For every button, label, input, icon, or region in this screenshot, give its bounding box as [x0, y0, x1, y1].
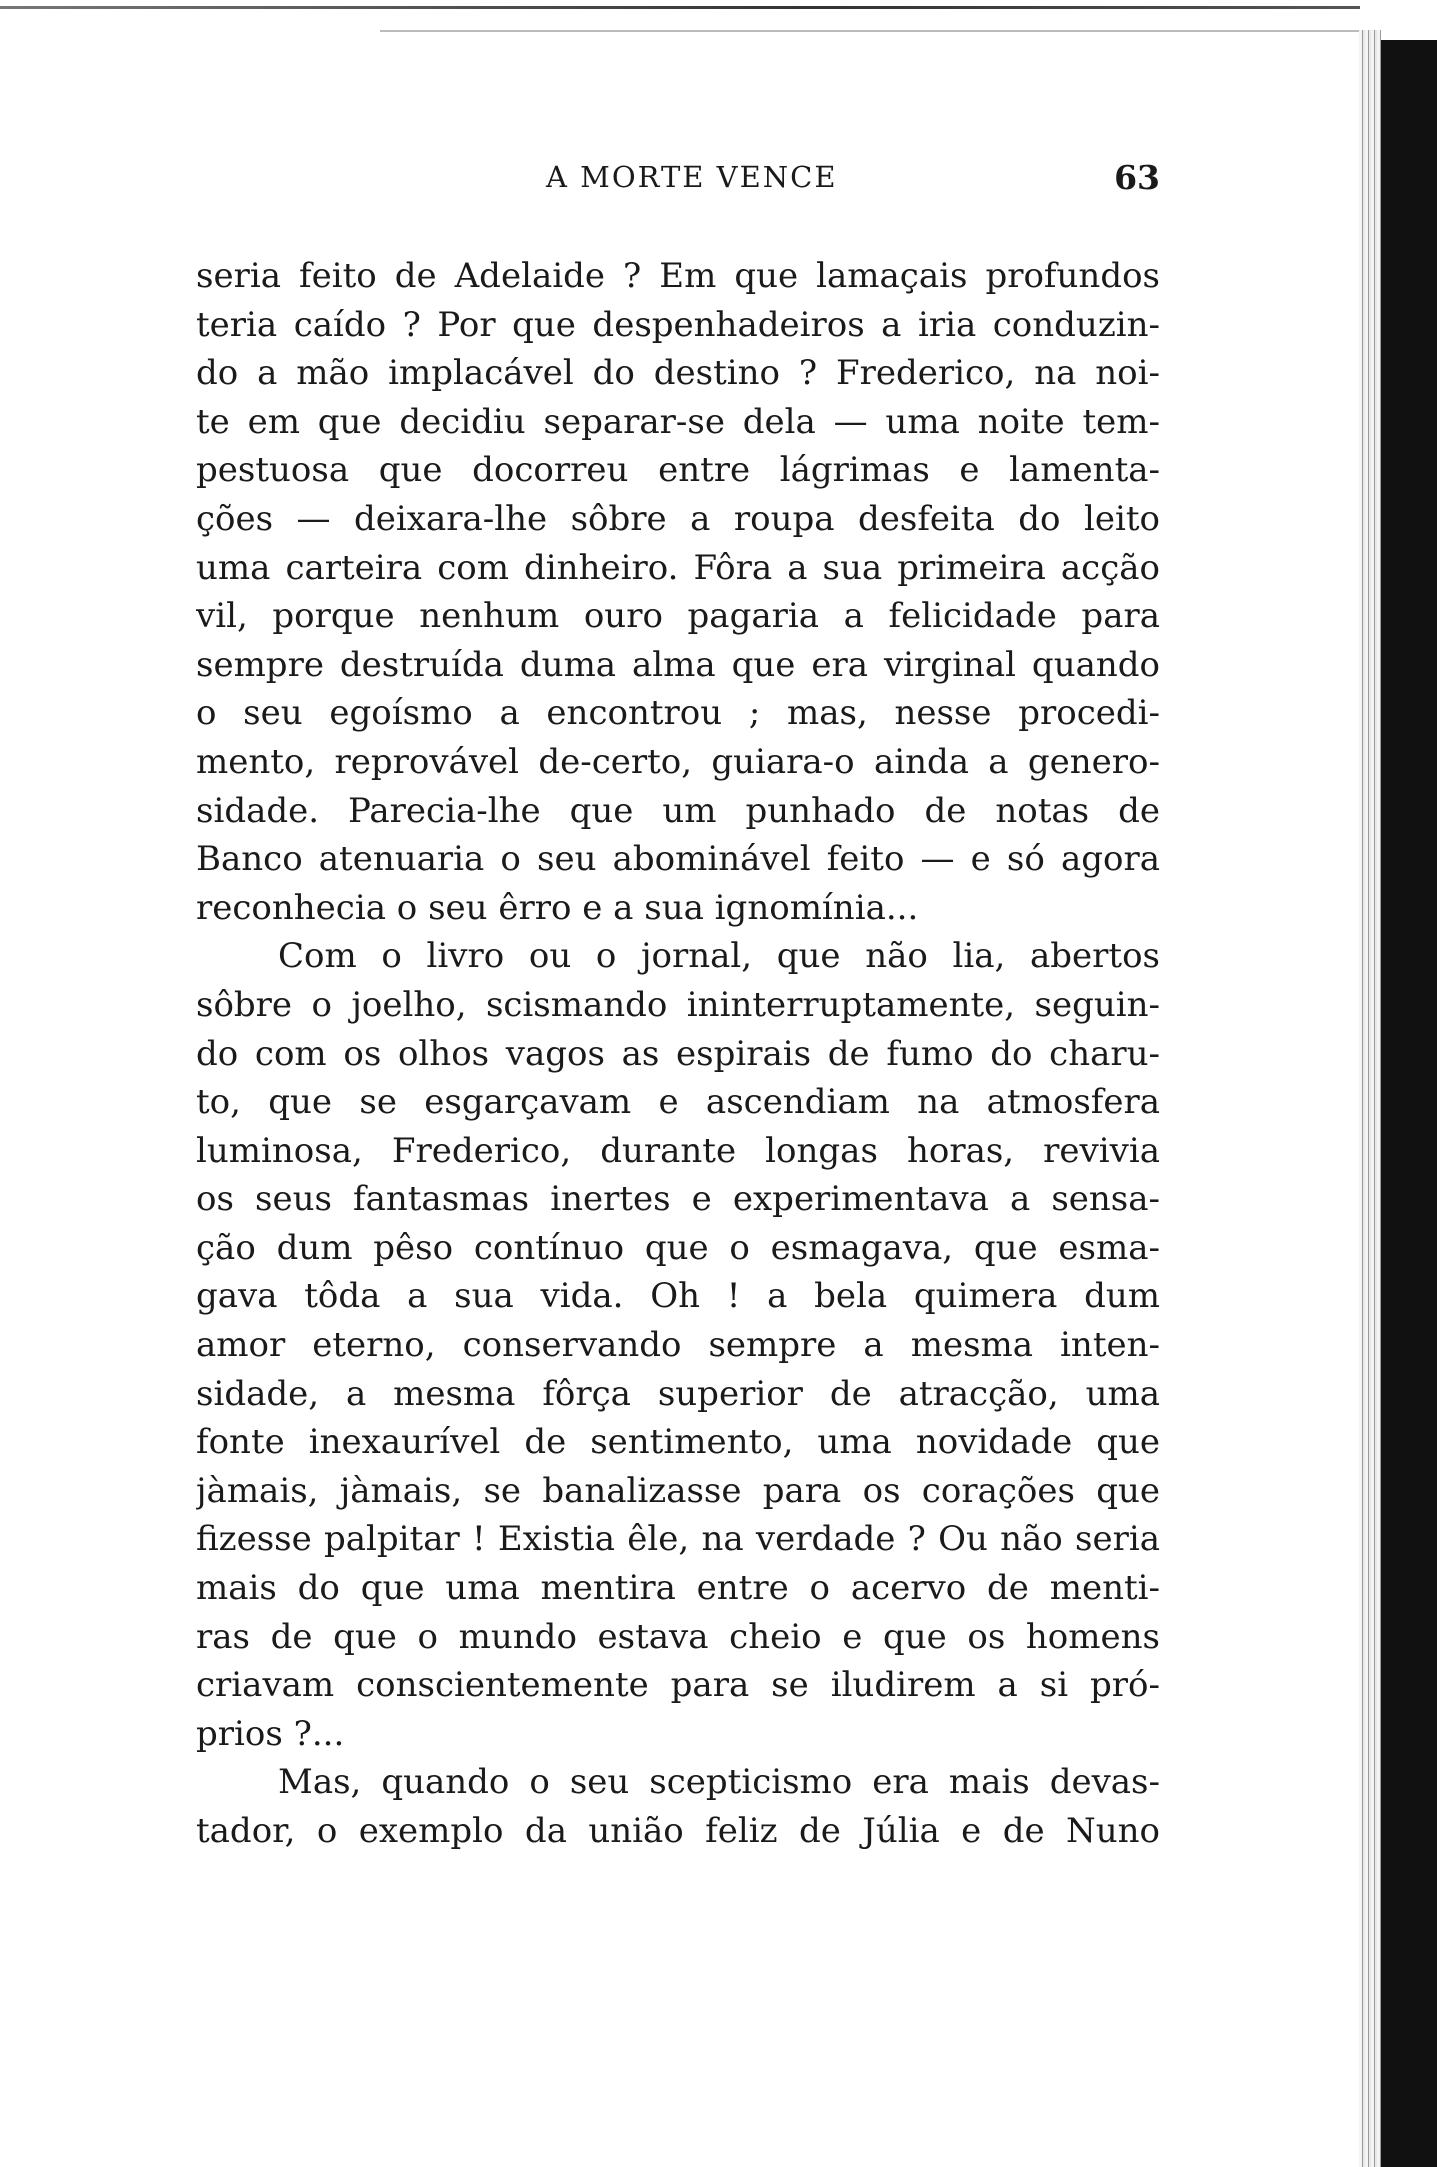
- book-spine-shadow: [1381, 40, 1437, 2167]
- top-edge-rule: [0, 6, 1360, 9]
- text-line: seria feito de Adelaide ? Em que lamaçais profundos: [196, 256, 1160, 296]
- text-line: amor eterno, conservando sempre a mesma inten-: [196, 1325, 1160, 1366]
- text-line: sidade, a mesma fôrça superior de atracção, uma: [196, 1373, 1160, 1414]
- text-line: jàmais, jàmais, se banalizasse para os corações que: [196, 1470, 1160, 1511]
- text-line: teria caído ? Por que despenhadeiros a iria conduzin-: [196, 304, 1160, 345]
- text-line: do a mão implacável do destino ? Frederico, na noi-: [196, 353, 1160, 394]
- text-line: pestuosa que docorreu entre lágrimas e lamenta-: [196, 450, 1160, 491]
- text-line: ção dum pêso contínuo que o esmagava, que esma-: [196, 1227, 1160, 1268]
- body-text: [196, 252, 1160, 1856]
- text-line: Com o livro ou o jornal, que não lia, abertos: [278, 936, 1160, 977]
- text-line: Banco atenuaria o seu abominável feito — e só agora: [196, 839, 1160, 880]
- text-line: luminosa, Frederico, durante longas horas, revivia: [196, 1130, 1160, 1171]
- page-header: [196, 140, 1160, 200]
- book-page: [196, 140, 1160, 1856]
- text-line: mento, reprovável de-certo, guiara-o ainda a genero-: [196, 741, 1160, 782]
- text-line: te em que decidiu separar-se dela — uma noite tem-: [196, 401, 1160, 442]
- running-title: A MORTE VENCE: [546, 160, 838, 194]
- text-line: fonte inexaurível de sentimento, uma novidade que: [196, 1422, 1160, 1463]
- text-line: Mas, quando o seu scepticismo era mais devas-: [278, 1762, 1160, 1803]
- text-line: vil, porque nenhum ouro pagaria a felicidade para: [196, 596, 1160, 637]
- text-line: to, que se esgarçavam e ascendiam na atmosfera: [196, 1082, 1160, 1123]
- text-line: os seus fantasmas inertes e experimentava a sensa-: [196, 1179, 1160, 1220]
- text-line: o seu egoísmo a encontrou ; mas, nesse procedi-: [196, 693, 1160, 734]
- text-line: do com os olhos vagos as espirais de fumo do charu-: [196, 1033, 1160, 1074]
- text-line: uma carteira com dinheiro. Fôra a sua primeira acção: [196, 547, 1160, 588]
- text-line: gava tôda a sua vida. Oh ! a bela quimera dum: [196, 1276, 1160, 1317]
- text-line: sidade. Parecia-lhe que um punhado de notas de: [196, 790, 1160, 831]
- text-line: fizesse palpitar ! Existia êle, na verdade ? Ou não seria: [196, 1519, 1160, 1560]
- text-line: ras de que o mundo estava cheio e que os homens: [196, 1616, 1160, 1657]
- text-line: reconhecia o seu êrro e a sua ignomínia...: [196, 887, 919, 928]
- text-line: tador, o exemplo da união feliz de Júlia e de Nuno: [196, 1811, 1160, 1851]
- text-line: ções — deixara-lhe sôbre a roupa desfeita do leito: [196, 498, 1160, 539]
- text-line: sempre destruída duma alma que era virginal quando: [196, 644, 1160, 685]
- page-edge-stack: [1359, 30, 1381, 2167]
- text-line: criavam conscientemente para se iludirem a si pró-: [196, 1665, 1160, 1706]
- top-edge-shadow: [380, 30, 1360, 32]
- text-line: mais do que uma mentira entre o acervo de menti-: [196, 1568, 1160, 1609]
- text-line: prios ?...: [196, 1713, 345, 1754]
- page-number: 63: [1114, 158, 1160, 197]
- text-line: sôbre o joelho, scismando ininterruptamente, seguin-: [196, 984, 1160, 1025]
